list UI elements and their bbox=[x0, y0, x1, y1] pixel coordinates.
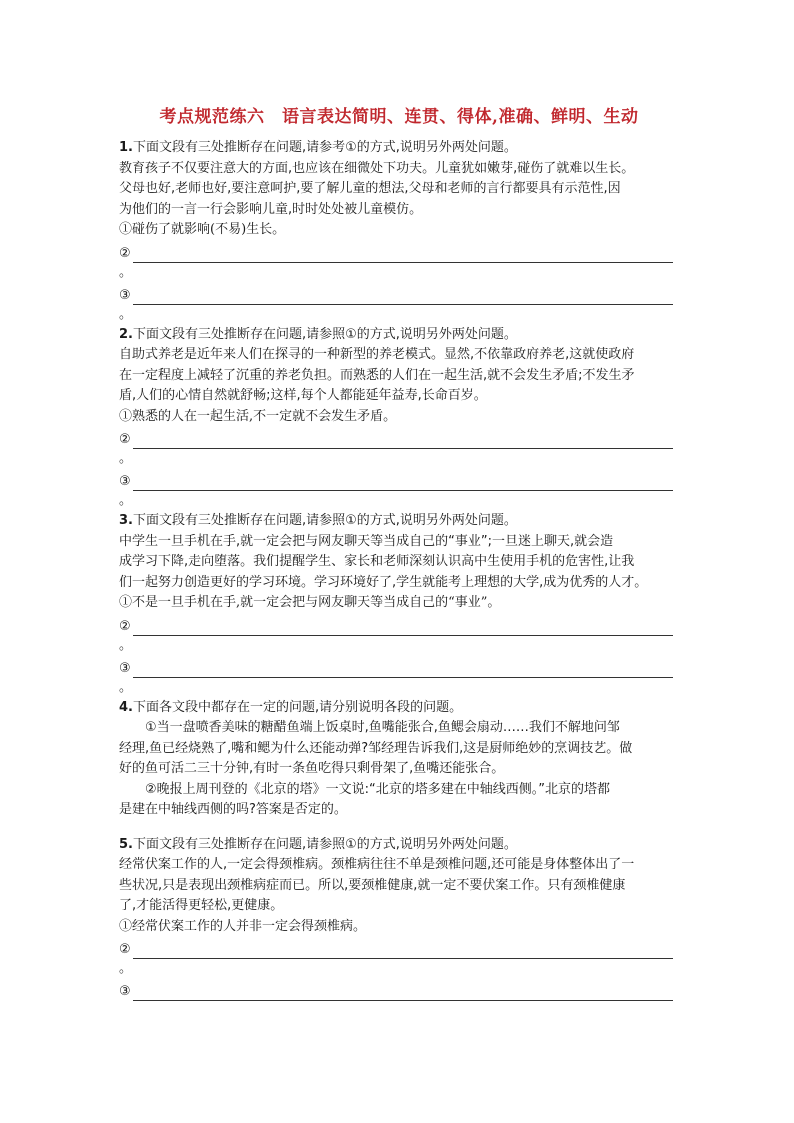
period: 。 bbox=[119, 493, 133, 508]
passage-line: ②晚报上周刊登的《北京的塔》一文说:“北京的塔多建在中轴线西侧。”北京的塔都 bbox=[145, 781, 611, 797]
period: 。 bbox=[119, 961, 133, 976]
period: 。 bbox=[119, 451, 133, 466]
spacer bbox=[119, 821, 679, 835]
period: 。 bbox=[119, 679, 133, 695]
blank-marker: ② bbox=[119, 432, 131, 447]
worksheet-page bbox=[119, 104, 679, 1001]
blank-line[interactable] bbox=[133, 474, 673, 491]
passage-line: 在一定程度上减轻了沉重的养老负担。而熟悉的人们在一起生活,就不会发生矛盾;不发生矛 bbox=[119, 367, 635, 383]
page-title: 考点规范练六 语言表达简明、连贯、得体,准确、鲜明、生动 bbox=[159, 107, 639, 127]
passage-line: 父母也好,老师也好,要注意呵护,要了解儿童的想法,父母和老师的言行都要具有示范性,因 bbox=[119, 181, 621, 196]
blank-line[interactable] bbox=[133, 942, 673, 959]
example-answer: ①经常伏案工作的人并非一定会得颈椎病。 bbox=[119, 918, 367, 934]
question-prompt: 下面文段有三处推断存在问题,请参照①的方式,说明另外两处问题。 bbox=[132, 513, 517, 528]
blank-marker: ② bbox=[119, 245, 131, 261]
answer-blank-2[interactable] bbox=[119, 427, 679, 449]
question-prompt: 下面文段有三处推断存在问题,请参照①的方式,说明另外两处问题。 bbox=[132, 836, 517, 852]
question-1 bbox=[119, 138, 679, 325]
period: 。 bbox=[119, 306, 133, 322]
blank-marker: ③ bbox=[119, 287, 131, 303]
passage-line: 为他们的一言一行会影响儿童,时时处处被儿童模仿。 bbox=[119, 201, 423, 217]
question-4 bbox=[119, 698, 679, 835]
passage-line: 了,才能活得更轻松,更健康。 bbox=[119, 898, 284, 913]
answer-blank-2[interactable] bbox=[119, 937, 679, 959]
passage-line: 中学生一旦手机在手,就一定会把与网友聊天等当成自己的“事业”;一旦迷上聊天,就会造 bbox=[119, 533, 614, 549]
passage-line: 自助式养老是近年来人们在探寻的一种新型的养老模式。显然,不依靠政府养老,这就使政府 bbox=[119, 347, 635, 362]
question-2 bbox=[119, 325, 679, 512]
example-answer: ①不是一旦手机在手,就一定会把与网友聊天等当成自己的“事业”。 bbox=[119, 595, 501, 610]
question-prompt: 下面文段有三处推断存在问题,请参照①的方式,说明另外两处问题。 bbox=[132, 326, 517, 342]
answer-blank-3[interactable] bbox=[119, 283, 679, 305]
blank-line[interactable] bbox=[133, 661, 673, 678]
blank-marker: ② bbox=[119, 942, 131, 957]
blank-line[interactable] bbox=[133, 246, 673, 263]
blank-line[interactable] bbox=[133, 984, 673, 1001]
answer-blank-2[interactable] bbox=[119, 241, 679, 263]
question-number: 2. bbox=[119, 326, 133, 342]
answer-blank-3[interactable] bbox=[119, 656, 679, 678]
answer-blank-3[interactable] bbox=[119, 979, 679, 1001]
question-number: 3. bbox=[119, 513, 133, 528]
blank-marker: ② bbox=[119, 618, 131, 634]
passage-line: 们一起努力创造更好的学习环境。学习环境好了,学生就能考上理想的大学,成为优秀的人才。 bbox=[119, 574, 648, 590]
passage-line: 经理,鱼已经烧熟了,嘴和鳃为什么还能动弹?邹经理告诉我们,这是厨师绝妙的烹调技艺。做 bbox=[119, 740, 633, 756]
passage-line: 些状况,只是表现出颈椎病症而已。所以,要颈椎健康,就一定不要伏案工作。只有颈椎健康 bbox=[119, 877, 626, 893]
example-answer: ①碰伤了就影响(不易)生长。 bbox=[119, 222, 286, 237]
passage-line: 好的鱼可活二三十分钟,有时一条鱼吃得只剩骨架了,鱼嘴还能张合。 bbox=[119, 761, 505, 776]
blank-marker: ③ bbox=[119, 660, 131, 676]
passage-line: 成学习下降,走向堕落。我们提醒学生、家长和老师深刻认识高中生使用手机的危害性,让我 bbox=[119, 554, 635, 569]
passage-line: 盾,人们的心情自然就舒畅;这样,每个人都能延年益寿,长命百岁。 bbox=[119, 388, 487, 403]
blank-line[interactable] bbox=[133, 619, 673, 636]
blank-marker: ③ bbox=[119, 984, 131, 999]
question-number: 5. bbox=[119, 836, 133, 852]
passage-line: ①当一盘喷香美味的糖醋鱼端上饭桌时,鱼嘴能张合,鱼鳃会扇动……我们不解地问邹 bbox=[145, 720, 620, 735]
question-prompt: 下面文段有三处推断存在问题,请参考①的方式,说明另外两处问题。 bbox=[132, 140, 517, 155]
blank-line[interactable] bbox=[133, 432, 673, 449]
question-3 bbox=[119, 511, 679, 698]
answer-blank-2[interactable] bbox=[119, 614, 679, 636]
answer-blank-3[interactable] bbox=[119, 469, 679, 491]
question-5 bbox=[119, 835, 679, 1002]
question-number: 4. bbox=[119, 699, 133, 715]
period: 。 bbox=[119, 264, 133, 280]
question-prompt: 下面各文段中都存在一定的问题,请分别说明各段的问题。 bbox=[132, 699, 463, 715]
question-number: 1. bbox=[119, 140, 133, 155]
passage-line: 教育孩子不仅要注意大的方面,也应该在细微处下功夫。儿童犹如嫩芽,碰伤了就难以生长。 bbox=[119, 160, 635, 176]
blank-line[interactable] bbox=[133, 288, 673, 305]
blank-marker: ③ bbox=[119, 474, 131, 489]
passage-line: 经常伏案工作的人,一定会得颈椎病。颈椎病往往不单是颈椎问题,还可能是身体整体出了一 bbox=[119, 857, 635, 872]
period: 。 bbox=[119, 637, 133, 653]
passage-line: 是建在中轴线西侧的吗?答案是否定的。 bbox=[119, 802, 347, 817]
example-answer: ①熟悉的人在一起生活,不一定就不会发生矛盾。 bbox=[119, 408, 397, 424]
